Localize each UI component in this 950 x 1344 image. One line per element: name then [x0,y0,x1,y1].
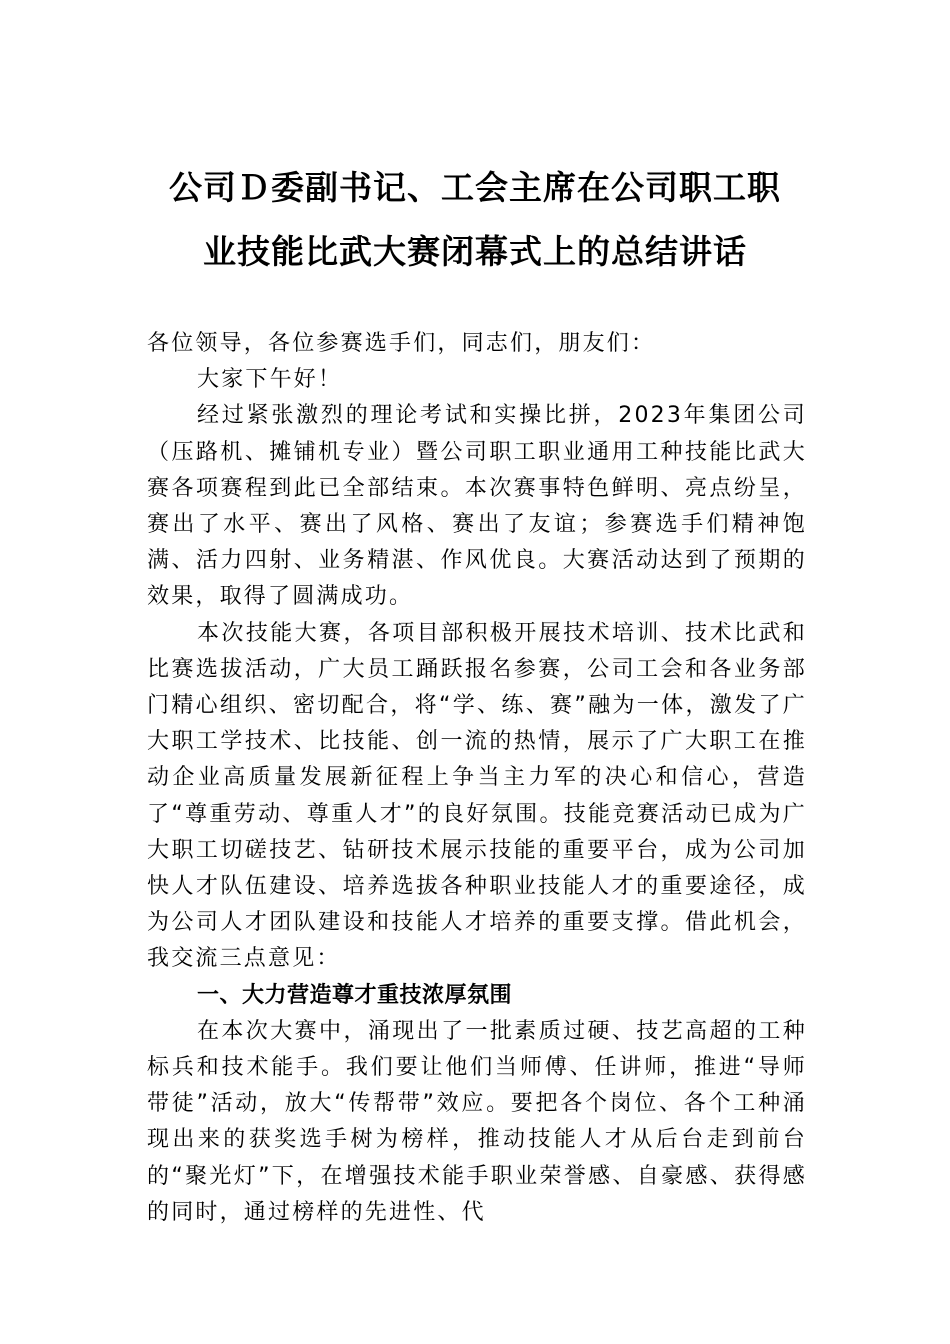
salutation: 各位领导，各位参赛选手们，同志们，朋友们： [147,331,656,356]
document-body [147,326,807,1231]
body-paragraph-2: 本次技能大赛，各项目部积极开展技术培训、技术比武和比赛选拔活动，广大员工踊跃报名参赛，公司工会和各业务部门精心组织、密切配合，将“学、练、赛”融为一体，激发了广大职工学技术、比技能、创一流的热情，展示了广大职工在推动企业高质量发展新征程上争当主力军的决心和信心，营造了“尊重劳动、尊重人才”的良好氛围。技能竞赛活动已成为广大职工切磋技艺、钻研技术展示技能的重要平台，成为公司加快人才队伍建设、培养选拔各种职业技能人才的重要途径，成为公司人才团队建设和技能人才培养的重要支撑。借此机会，我交流三点意见： [147,620,807,972]
section-paragraph: 在本次大赛中，涌现出了一批素质过硬、技艺高超的工种标兵和技术能手。我们要让他们当师傅、任讲师，推进“导师带徒”活动，放大“传帮带”效应。要把各个岗位、各个工种涌现出来的获奖选手树为榜样，推动技能人才从后台走到前台的“聚光灯”下，在增强技术能手职业荣誉感、自豪感、获得感的同时，通过榜样的先进性、代 [147,1018,807,1225]
greeting: 大家下午好！ [197,367,343,393]
body-paragraph-1: 经过紧张激烈的理论考试和实操比拼，2023年集团公司（压路机、摊铺机专业）暨公司职工职业通用工种技能比武大赛各项赛程到此已全部结束。本次赛事特色鲜明、亮点纷呈，赛出了水平、赛出了风格、赛出了友谊；参赛选手们精神饱满、活力四射、业务精湛、作风优良。大赛活动达到了预期的效果，取得了圆满成功。 [147,403,807,610]
title-line-2: 业技能比武大赛闭幕式上的总结讲话 [203,232,747,271]
document-title [140,156,810,284]
title-line-1: 公司Ｄ委副书记、工会主席在公司职工职 [169,168,781,207]
section-heading: 一、大力营造尊才重技浓厚氛围 [197,982,513,1008]
